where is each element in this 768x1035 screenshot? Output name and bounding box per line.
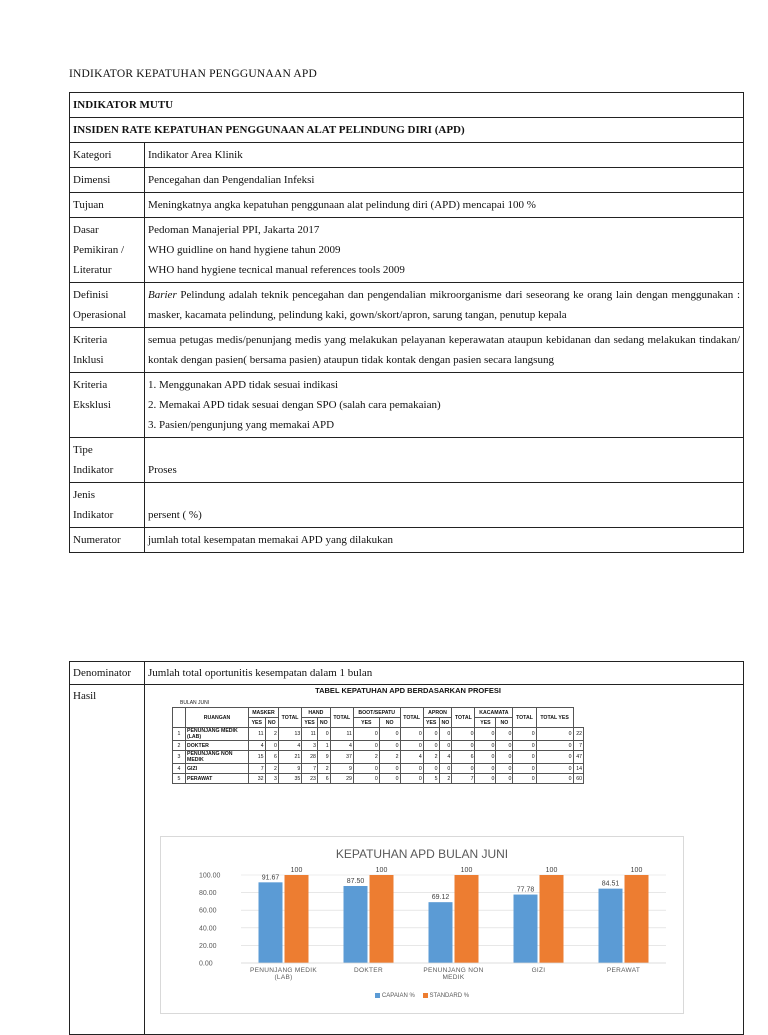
dimensi-label: Dimensi (70, 168, 145, 193)
data-label: 91.67 (261, 874, 280, 882)
inklusi-label-line1: Kriteria (73, 334, 108, 346)
kategori-value: Indikator Area Klinik (145, 143, 744, 168)
table-cell: 0 (536, 728, 573, 741)
tipe-label-line1: Tipe (73, 444, 93, 456)
table-row (70, 438, 744, 483)
table-cell: 23 (302, 774, 318, 784)
table-cell: 2 (439, 774, 452, 784)
y-tick-label: 20.00 (199, 942, 217, 950)
tujuan-value: Meningkatnya angka kepatuhan penggunaan alat pelindung diri (APD) mencapai 100 % (145, 193, 744, 218)
y-tick-label: 40.00 (199, 925, 217, 933)
table-cell: 0 (353, 728, 379, 741)
bar-capaian (514, 895, 538, 963)
table-row (70, 168, 744, 193)
row-number: 4 (173, 764, 186, 774)
table-cell: 0 (379, 741, 400, 751)
ruangan-cell: PERAWAT (186, 774, 249, 784)
dimensi-value: Pencegahan dan Pengendalian Infeksi (145, 168, 744, 193)
eksklusi-label (70, 373, 145, 438)
table-cell: 0 (353, 764, 379, 774)
table-cell: 2 (379, 751, 400, 764)
table-cell: 0 (496, 774, 513, 784)
table-cell: 2 (423, 751, 439, 764)
ruangan-cell: PENUNJANG NON MEDIK (186, 751, 249, 764)
table-cell: 0 (317, 728, 330, 741)
eksklusi-item-1: 1. Menggunakan APD tidak sesuai indikasi (148, 379, 339, 391)
table-cell: 0 (475, 774, 496, 784)
table-cell: 0 (400, 764, 423, 774)
dasar-label (70, 218, 145, 283)
jenis-label-line2: Indikator (73, 509, 114, 521)
table-cell: 0 (400, 728, 423, 741)
table-cell: 0 (513, 764, 536, 774)
total-header: TOTAL (278, 708, 301, 728)
table-row (70, 483, 744, 528)
hand-header: HAND (302, 708, 330, 718)
table-cell: 14 (573, 764, 583, 774)
tujuan-label: Tujuan (70, 193, 145, 218)
tipe-label (70, 438, 145, 483)
jenis-value (145, 483, 744, 528)
table-cell: 0 (400, 741, 423, 751)
total-header: TOTAL (513, 708, 536, 728)
tipe-value (145, 438, 744, 483)
no-header (173, 708, 186, 728)
table-row (70, 328, 744, 373)
table-cell: 0 (496, 764, 513, 774)
compliance-table (172, 707, 584, 784)
numerator-label: Numerator (70, 528, 145, 553)
table-cell: 0 (475, 751, 496, 764)
table-cell: 0 (452, 741, 475, 751)
insiden-heading: INSIDEN RATE KEPATUHAN PENGGUNAAN ALAT PELINDUNG DIRI (APD) (70, 118, 744, 143)
eksklusi-item-3: 3. Pasien/pengunjung yang memakai APD (148, 419, 335, 431)
data-label: 69.12 (431, 894, 450, 902)
no-sub-header: NO (496, 718, 513, 728)
compliance-chart (160, 836, 684, 1014)
table-cell: 0 (536, 751, 573, 764)
table-cell: 4 (278, 741, 301, 751)
bar-capaian (344, 886, 368, 963)
table-cell: 0 (536, 774, 573, 784)
table-cell: 2 (317, 764, 330, 774)
bar-capaian (429, 902, 453, 963)
ruangan-cell: DOKTER (186, 741, 249, 751)
table-row (70, 143, 744, 168)
x-tick-label: PENUNJANG NON MEDIK (423, 967, 484, 981)
yes-header: YES (249, 718, 266, 728)
legend-swatch-capaian (375, 993, 380, 998)
table-cell: 0 (536, 764, 573, 774)
jenis-label-line1: Jenis (73, 489, 95, 501)
table-cell: 0 (353, 774, 379, 784)
chart-title: KEPATUHAN APD BULAN JUNI (335, 847, 509, 861)
table-cell: 0 (496, 741, 513, 751)
bar-standard (455, 875, 479, 963)
eksklusi-value (145, 373, 744, 438)
hasil-label: Hasil (70, 685, 145, 1035)
indikator-mutu-heading: INDIKATOR MUTU (70, 93, 744, 118)
table-cell: 0 (379, 774, 400, 784)
table-row (70, 218, 744, 283)
inklusi-value: semua petugas medis/penunjang medis yang melakukan pelayanan keperawatan ataupun kebidanan dan sedang melakukan tindakan/ kontak dengan pasien( bersama pasien) ataupun tidak kontak dengan pasien secara langsung (145, 328, 744, 373)
definisi-label (70, 283, 145, 328)
table-cell: 9 (278, 764, 301, 774)
table-cell: 0 (400, 774, 423, 784)
tipe-label-line2: Indikator (73, 464, 114, 476)
eksklusi-label-line2: Eksklusi (73, 399, 111, 411)
table-row (70, 662, 744, 685)
table-cell: 0 (475, 728, 496, 741)
data-label: 87.50 (346, 878, 365, 885)
total-header: TOTAL (330, 708, 353, 728)
yes-header: YES (302, 718, 318, 728)
table-cell: 4 (330, 741, 353, 751)
table-cell: 0 (379, 764, 400, 774)
x-tick-label: PENUNJANG MEDIK (LAB) (250, 967, 317, 981)
ruangan-header: RUANGAN (186, 708, 249, 728)
no-sub-header: NO (265, 718, 278, 728)
table-cell: 0 (513, 741, 536, 751)
table-cell: 11 (330, 728, 353, 741)
x-tick-label: PERAWAT (606, 967, 641, 974)
boot-header: BOOT/SEPATU (353, 708, 400, 718)
dasar-label-line1: Dasar (73, 224, 99, 236)
table-cell: 0 (513, 774, 536, 784)
row-number: 2 (173, 741, 186, 751)
chart-plot (161, 837, 683, 1013)
table-cell: 22 (573, 728, 583, 741)
legend-swatch-standard (423, 993, 428, 998)
table-cell: 0 (439, 728, 452, 741)
table-cell: 13 (278, 728, 301, 741)
ruangan-cell: PENUNJANG MEDIK (LAB) (186, 728, 249, 741)
table-cell: 11 (302, 728, 318, 741)
yes-header: YES (423, 718, 439, 728)
table-cell: 35 (278, 774, 301, 784)
table-cell: 0 (423, 764, 439, 774)
table-cell: 0 (496, 751, 513, 764)
table-cell: 15 (249, 751, 266, 764)
no-sub-header: NO (439, 718, 452, 728)
kacamata-header: KACAMATA (475, 708, 513, 718)
table-cell: 0 (452, 728, 475, 741)
table-cell: 0 (439, 764, 452, 774)
y-tick-label: 80.00 (199, 890, 217, 898)
table-cell: 0 (475, 741, 496, 751)
dasar-label-line3: Literatur (73, 264, 112, 276)
bar-capaian (259, 882, 283, 963)
table-cell: 0 (353, 741, 379, 751)
table-cell: 37 (330, 751, 353, 764)
data-label: 100 (460, 867, 473, 874)
row-number: 5 (173, 774, 186, 784)
table-cell: 3 (302, 741, 318, 751)
bar-standard (540, 875, 564, 963)
bar-standard (285, 875, 309, 963)
table-cell: 0 (439, 741, 452, 751)
table-cell: 0 (475, 764, 496, 774)
table-cell: 3 (265, 774, 278, 784)
no-sub-header: NO (317, 718, 330, 728)
denominator-label: Denominator (70, 662, 145, 685)
table-cell: 1 (317, 741, 330, 751)
total-header: TOTAL (400, 708, 423, 728)
inklusi-label (70, 328, 145, 373)
y-tick-label: 0.00 (199, 960, 213, 968)
table-cell: 0 (452, 764, 475, 774)
table-cell: 7 (573, 741, 583, 751)
table-row (173, 741, 584, 751)
definisi-value (145, 283, 744, 328)
eksklusi-label-line1: Kriteria (73, 379, 108, 391)
table-cell: 0 (536, 741, 573, 751)
table-cell: 2 (265, 764, 278, 774)
table-row (70, 528, 744, 553)
dasar-label-line2: Pemikiran / (73, 244, 125, 256)
embedded-spreadsheet (172, 686, 584, 784)
spreadsheet-title: TABEL KEPATUHAN APD BERDASARKAN PROFESI (315, 686, 501, 695)
x-tick-label: GIZI (531, 967, 546, 974)
denominator-value: Jumlah total oportunitis kesempatan dalam 1 bulan (145, 662, 744, 685)
table-cell: 7 (302, 764, 318, 774)
table-cell: 0 (513, 728, 536, 741)
table-cell: 2 (353, 751, 379, 764)
data-label: 100 (375, 867, 388, 874)
table-cell: 2 (265, 728, 278, 741)
apron-header: APRON (423, 708, 451, 718)
inklusi-label-line2: Inklusi (73, 354, 104, 366)
row-number: 3 (173, 751, 186, 764)
table-cell: 21 (278, 751, 301, 764)
table-row (70, 118, 744, 143)
compliance-table-body (173, 728, 584, 784)
bar-capaian (599, 889, 623, 963)
legend-label-standard: STANDARD % (429, 993, 470, 1000)
table-cell: 0 (513, 751, 536, 764)
table-row (70, 373, 744, 438)
jenis-value-text: persent ( %) (148, 509, 202, 521)
y-tick-label: 60.00 (199, 907, 217, 915)
table-cell: 4 (249, 741, 266, 751)
ruangan-cell: GIZI (186, 764, 249, 774)
table-cell: 4 (400, 751, 423, 764)
dasar-value (145, 218, 744, 283)
total-header: TOTAL (452, 708, 475, 728)
table-cell: 7 (249, 764, 266, 774)
table-cell: 7 (452, 774, 475, 784)
table-row (70, 283, 744, 328)
table-cell: 0 (379, 728, 400, 741)
definisi-label-line1: Definisi (73, 289, 109, 301)
table-row (173, 764, 584, 774)
table-row (70, 93, 744, 118)
table-row (173, 774, 584, 784)
dasar-ref-3: WHO hand hygiene tecnical manual references tools 2009 (148, 264, 405, 276)
dasar-ref-1: Pedoman Manajerial PPI, Jakarta 2017 (148, 224, 320, 236)
chart-legend (161, 993, 683, 999)
table-cell: 0 (423, 728, 439, 741)
table-cell: 0 (265, 741, 278, 751)
indicator-table (69, 92, 744, 553)
table-row (173, 751, 584, 764)
kategori-label: Kategori (70, 143, 145, 168)
table-cell: 32 (249, 774, 266, 784)
document-title: INDIKATOR KEPATUHAN PENGGUNAAN APD (69, 68, 317, 80)
table-cell: 9 (317, 751, 330, 764)
table-cell: 6 (265, 751, 278, 764)
table-cell: 6 (452, 751, 475, 764)
data-label: 84.51 (601, 880, 620, 888)
dasar-ref-2: WHO guidline on hand hygiene tahun 2009 (148, 244, 341, 256)
bar-standard (625, 875, 649, 963)
data-label: 100 (545, 867, 558, 874)
table-cell: 60 (573, 774, 583, 784)
bar-standard (370, 875, 394, 963)
definisi-label-line2: Operasional (73, 309, 127, 321)
month-label: BULAN JUNI (180, 700, 210, 706)
legend-item-capaian (375, 993, 415, 999)
table-cell: 28 (302, 751, 318, 764)
data-label: 77.78 (516, 886, 535, 894)
table-row (70, 193, 744, 218)
tipe-value-text: Proses (148, 464, 177, 476)
table-cell: 47 (573, 751, 583, 764)
table-cell: 11 (249, 728, 266, 741)
jenis-label (70, 483, 145, 528)
data-label: 100 (630, 867, 643, 874)
data-label: 100 (290, 867, 303, 874)
definisi-text: Pelindung adalah teknik pencegahan dan pengendalian mikroorganisme dari seseorang ke orang lain dengan menggunakan : masker, kacamata pelindung, pelindung kaki, gown/skort/apron, sarung tangan, penutup kepala (148, 289, 740, 321)
eksklusi-item-2: 2. Memakai APD tidak sesuai dengan SPO (salah cara pemakaian) (148, 399, 441, 411)
numerator-value: jumlah total kesempatan memakai APD yang dilakukan (145, 528, 744, 553)
table-cell: 0 (423, 741, 439, 751)
legend-item-standard (423, 993, 470, 999)
table-cell: 29 (330, 774, 353, 784)
table-cell: 0 (496, 728, 513, 741)
yes-header: YES (353, 718, 379, 728)
table-cell: 4 (439, 751, 452, 764)
table-cell: 6 (317, 774, 330, 784)
yes-header: YES (475, 718, 496, 728)
definisi-italic: Barier (148, 289, 177, 301)
table-cell: 9 (330, 764, 353, 774)
total-yes-header: TOTAL YES (536, 708, 573, 728)
y-tick-label: 100.00 (199, 872, 221, 880)
no-sub-header: NO (379, 718, 400, 728)
masker-header: MASKER (249, 708, 279, 718)
legend-label-capaian: CAPAIAN % (381, 993, 415, 1000)
table-row (173, 728, 584, 741)
table-header-row (173, 708, 584, 718)
table-cell: 5 (423, 774, 439, 784)
x-tick-label: DOKTER (354, 967, 383, 974)
row-number: 1 (173, 728, 186, 741)
